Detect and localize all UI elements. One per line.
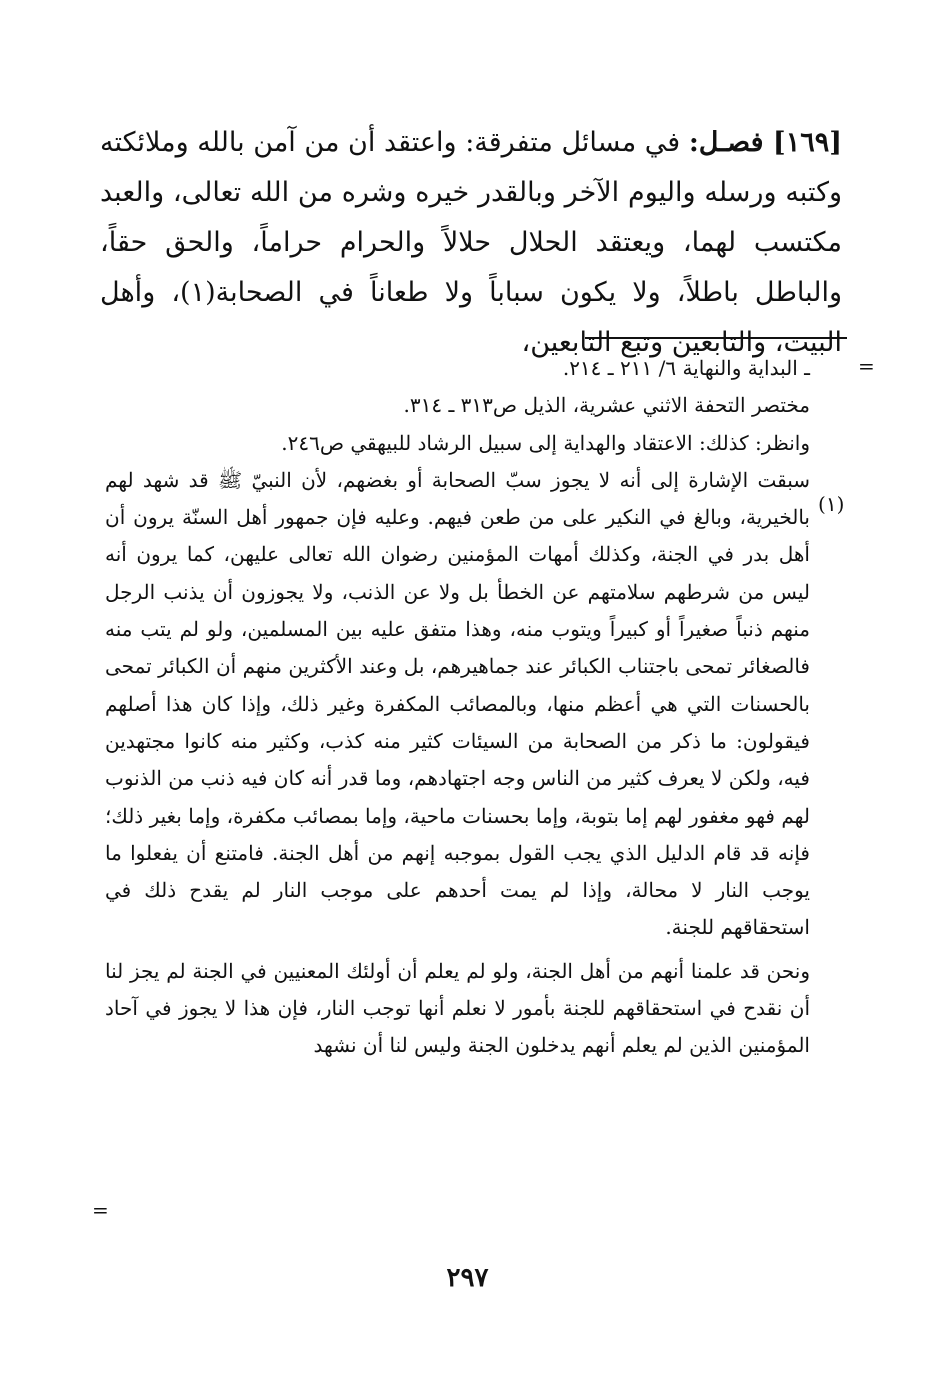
footnote-prev-line-1: ـ البداية والنهاية ٦/ ٢١١ ـ ٢١٤. — [562, 356, 810, 380]
footnote-prev-line-2: مختصر التحفة الاثني عشرية، الذيل ص٣١٣ ـ ٣١٤. — [403, 393, 810, 418]
main-text-block — [100, 118, 842, 368]
footnote-prev-line-3: وانظر: كذلك: الاعتقاد والهداية إلى سبيل الرشاد للبيهقي ص٢٤٦. — [281, 430, 810, 455]
footnotes-block — [105, 350, 810, 1065]
section-label: [١٦٩] فصـل: — [688, 127, 842, 158]
footnote-separator — [585, 337, 847, 339]
footnote-1-paragraph-1: سبقت الإشارة إلى أنه لا يجوز سبّ الصحابة أو بغضهم، لأن النبيّ ﷺ قد شهد لهم بالخيرية، وبالغ في النكير على من طعن فيهم. وعليه فإن جمهور أهل السنّة يرون أن أهل بدر في الجنة، وكذلك أمهات المؤمنين رضوان الله تعالى عليهن، كما يرون أنه ليس من شرطهم سلامتهم عن الخطأ بل ولا عن الذنب، ولا يجوزون أن يذنب الرجل منهم ذنباً صغيراً أو كبيراً ويتوب منه، وهذا متفق عليه بين المسلمين، ولو لم يتب منه فالصغائر تمحى باجتناب الكبائر عند جماهيرهم، بل وعند الأكثرين منهم أن الكبائر تمحى بالحسنات التي هي أعظم منها، وبالمصائب المكفرة وغير ذلك، وإذا كان هذا أصلهم فيقولون: ما ذكر من الصحابة من السيئات كثير منه كذب، وكثير منه كانوا مجتهدين فيه، ولكن لا يعرف كثير من الناس وجه اجتهادهم، وما قدر أنه كان فيه ذنب من الذنوب لهم فهو مغفور لهم إما بتوبة، وإما بحسنات ماحية، وإما بمصائب مكفرة، وإما بغير ذلك؛ فإنه قد قام الدليل الذي يجب القول بموجبه إنهم من أهل الجنة. فامتنع أن يفعلوا ما يوجب النار لا محالة، وإذا لم يمت أحدهم على موجب النار لم يقدح ذلك في استحقاقهم للجنة. — [105, 467, 810, 940]
footnote-continues-mark: = — [92, 1198, 109, 1222]
footnote-continuation-mark: = — [858, 354, 875, 378]
footnote-1-paragraph-2: ونحن قد علمنا أنهم من أهل الجنة، ولو لم يعلم أن أولئك المعنيين في الجنة لم يجز لنا أن نقدح في استحقاقهم للجنة بأمور لا نعلم أنها توجب النار، فإن هذا لا يجوز في آحاد المؤمنين الذين لم يعلم أنهم يدخلون الجنة وليس لنا أن نشهد — [105, 958, 810, 1058]
page-number: ٢٩٧ — [446, 1263, 489, 1293]
main-paragraph: في مسائل متفرقة: واعتقد أن من آمن بالله وملائكته وكتبه ورسله واليوم الآخر وبالقدر خيره وشره من الله تعالى، والعبد مكتسب لهما، ويعتقد الحلال حلالاً والحرام حراماً، والحق حقاً، والباطل باطلاً، ولا يكون سباباً ولا طعاناً في الصحابة(١)، وأهل البيت، والتابعين وتبع التابعين، — [100, 127, 842, 358]
footnote-1-number: (١) — [818, 492, 845, 516]
